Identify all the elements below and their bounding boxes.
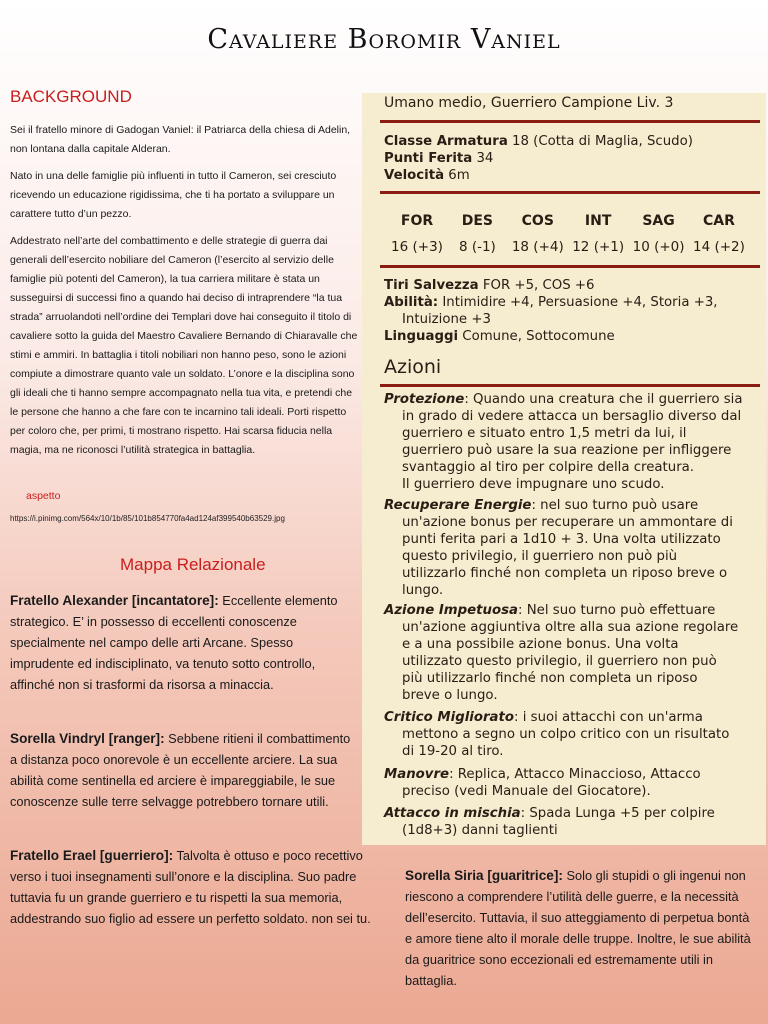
actions-heading: Azioni (384, 356, 442, 378)
action-entry: Critico Migliorato: i suoi attacchi con un'arma mettono a segno un colpo critico con un risultato di 19-20 al tiro. (384, 710, 730, 759)
relation-name: Sorella Vindryl [ranger]: (10, 731, 165, 746)
ability-values (388, 239, 748, 256)
ability-value: 8 (-1) (458, 239, 496, 255)
ability-name: CAR (703, 213, 735, 229)
action-entry: Attacco in mischia: Spada Lunga +5 per colpire (1d8+3) danni taglienti (384, 806, 715, 838)
relation-text: Talvolta è ottuso e poco recettivo verso i tuoi insegnamenti sull’onore e la disciplina. Suo padre tuttavia fu un grande guerriero e tu rispetti la sua memoria, addestrando suo figlio ad essere un perfetto soldato. non sei tu. (10, 848, 371, 926)
divider (380, 120, 760, 123)
background-text (10, 121, 358, 468)
speed: Velocità 6m (384, 168, 470, 183)
action-entry: Recuperare Energie: nel suo turno può usare un'azione bonus per recuperare un ammontare di punti ferita pari a 1d10 + 3. Una volta utilizzato questo privilegio, il guerriero non può più utilizzarlo finché non completa un riposo breve o lungo. (384, 498, 733, 598)
skills: Abilità: Intimidire +4, Persuasione +4, Storia +3, (384, 295, 718, 310)
languages: Linguaggi Comune, Sottocomune (384, 329, 615, 344)
saving-throws: Tiri Salvezza FOR +5, COS +6 (384, 278, 595, 293)
ability-name: FOR (400, 213, 434, 229)
relation-name: Fratello Alexander [incantatore]: (10, 593, 219, 608)
background-paragraph: Nato in una delle famiglie più influenti in tutto il Cameron, sei cresciuto ricevendo un educazione rigidissima, che ti ha portato a sviluppare un carattere tutto d’un pezzo. (10, 170, 337, 220)
background-heading: BACKGROUND (10, 87, 132, 106)
divider (380, 384, 760, 387)
hit-points: Punti Ferita 34 (384, 151, 494, 166)
relation-entry (10, 845, 390, 929)
relation-name: Fratello Erael [guerriero]: (10, 848, 174, 863)
background-paragraph: Addestrato nell’arte del combattimento e delle strategie di guerra dai generali dell’esercito nobiliare del Cameron (l’esercito al servizio delle famiglie più potenti del Cameron), la tua carriera militare è stata un susseguirsi di successi fino a quando hai deciso di intraprendere “la tua strada” arruolandoti nell’ordine dei Templari dove hai conseguito il titolo di cavaliere sotto la guida del Maestro Cavaliere Bernando di Chiaravalle che stimi e ammiri. In battaglia i titoli nobiliari non hanno peso, sono le azioni compiute a dimostrare quanto vale un soldato. L’onore e la disciplina sono gli ideali che ti hanno sempre accompagnato nella tua vita, e pretendi che le persone che hanno a che fare con te incarnino tali ideali. Porti rispetto per coloro che, per primi, ti mostrano rispetto. Hai scarsa fiducia nella magia, ma ne riconosci l’utilità strategica in battaglia. (10, 235, 358, 456)
relation-text: Eccellente elemento strategico. E’ in possesso di eccellenti conoscenze specialmente nel campo delle arti Arcane. Spesso imprudente ed indisciplinato, va tenuto sotto controllo, affinché non si trasformi da risorsa a minaccia. (10, 593, 338, 692)
ability-name: DES (461, 213, 494, 229)
aspetto-label: aspetto (26, 490, 61, 502)
divider (380, 265, 760, 268)
ability-value: 12 (+1) (572, 239, 625, 255)
relation-text: Sebbene ritieni il combattimento a distanza poco onorevole è un eccellente arciere. La sua abilità come sentinella ed arciere è impareggiabile, le sue conoscenze sulle terre selvagge potrebbero tornare utili. (10, 731, 351, 809)
skills-continued: Intuizione +3 (402, 312, 491, 327)
action-name: Azione Impetuosa (384, 603, 519, 618)
stat-subtitle: Umano medio, Guerriero Campione Liv. 3 (384, 95, 674, 111)
action-entry: Azione Impetuosa: Nel suo turno può effettuare un'azione aggiuntiva oltre alla sua azione regolare e a una possibile azione bonus. Una volta utilizzato questo privilegio, il guerriero non può più utilizzarlo finché non completa un riposo breve o lungo. (384, 603, 739, 703)
ability-value: 18 (+4) (511, 239, 564, 255)
armor-class: Classe Armatura 18 (Cotta di Maglia, Scudo) (384, 134, 693, 149)
action-name: Protezione (384, 392, 465, 407)
relation-text: Solo gli stupidi o gli ingenui non riescono a comprendere l’utilità delle guerre, e la necessità dell’esercito. Tuttavia, il suo atteggiamento di perpetua bontà e amore tiene alto il morale delle truppe. Inoltre, le sue abilità da guaritrice sono eccezionali ed estremamente utili in battaglia. (405, 868, 751, 988)
action-name: Manovre (384, 767, 450, 782)
ability-name: SAG (642, 213, 675, 229)
relation-name: Sorella Siria [guaritrice]: (405, 868, 563, 883)
mappa-heading: Mappa Relazionale (120, 555, 266, 574)
action-entry: Protezione: Quando una creatura che il guerriero sia in grado di vedere attacca un bersaglio diverso dal guerriero e situato entro 1,5 metri da lui, il guerriero può usare la sua reazione per infliggere svantaggio al tiro per colpire della creatura. Il guerriero deve impugnare uno scudo. (384, 392, 743, 492)
ability-names (388, 213, 748, 230)
ability-name: COS (521, 213, 554, 229)
divider (380, 191, 760, 194)
ability-value: 14 (+2) (693, 239, 745, 255)
action-entry: Manovre: Replica, Attacco Minaccioso, Attacco preciso (vedi Manuale del Giocatore). (384, 767, 701, 799)
action-name: Attacco in mischia (384, 806, 521, 821)
relation-entry (10, 590, 355, 695)
action-name: Critico Migliorato (384, 710, 515, 725)
relation-entry (10, 728, 355, 812)
stat-block (362, 93, 766, 845)
ability-value: 10 (+0) (632, 239, 685, 255)
ability-name: INT (584, 213, 612, 229)
background-paragraph: Sei il fratello minore di Gadogan Vaniel: il Patriarca della chiesa di Adelin, non lontana dalla capitale Alderan. (10, 124, 351, 155)
image-url-link[interactable]: https://i.pinimg.com/564x/10/1b/85/101b854770fa4ad124af399540b63529.jpg (10, 514, 285, 523)
ability-value: 16 (+3) (391, 239, 443, 255)
action-name: Recuperare Energie (384, 498, 532, 513)
page-title: Cavaliere Boromir Vaniel (207, 24, 561, 55)
relation-entry (405, 865, 755, 991)
